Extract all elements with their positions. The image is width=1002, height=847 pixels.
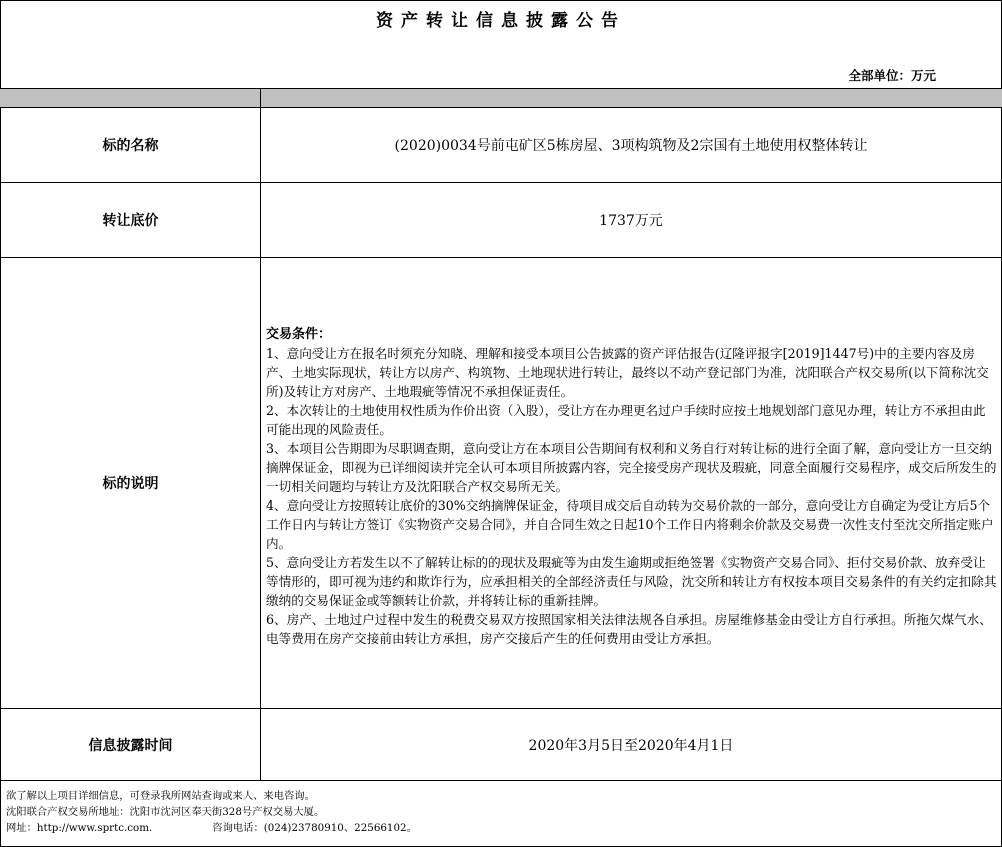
row-label-description: 标的说明 (1, 258, 261, 709)
description-cell (261, 258, 1002, 709)
condition-item: 1、意向受让方在报名时须充分知晓、理解和接受本项目公告披露的资产评估报告(辽隆评报字[2019]1447号)中的主要内容及房产、土地实际现状，转让方以房产、构筑物、土地现状进行转让，最终以不动产登记部门为准，沈阳联合产权交易所(以下简称沈交所)及转让方对房产、土地瑕疵等情况不承担保证责任。 (266, 346, 989, 399)
table-row (1, 108, 1002, 183)
info-table (0, 107, 1002, 781)
row-label-period: 信息披露时间 (1, 709, 261, 781)
footer-contact (6, 820, 417, 836)
condition-item: 3、本项目公告期即为尽职调查期，意向受让方在本项目公告期间有权利和义务自行对转让标的进行全面了解，意向受让方一旦交纳摘牌保证金，即视为已详细阅读并完全认可本项目所披露内容，完全接受房产现状及瑕疵，同意全面履行交易程序，成交后所发生的一切相关问题均与转让方及沈阳联合产权交易所无关。 (266, 441, 997, 494)
base-price: 1737万元 (261, 183, 1002, 258)
footer-address: 沈阳联合产权交易所地址：沈阳市沈河区奉天街328号产权交易大厦。 (6, 806, 325, 818)
condition-item: 2、本次转让的土地使用权性质为作价出资（入股），受让方在办理更名过户手续时应按土地规划部门意见办理，转让方不承担由此可能出现的风险责任。 (266, 403, 986, 437)
condition-item: 6、房产、土地过户过程中发生的税费交易双方按照国家相关法律法规各自承担。房屋维修基金由受让方自行承担。所拖欠煤气水、电等费用在房产交接前由转让方承担，房产交接后产生的任何费用由受让方承担。 (266, 612, 992, 646)
row-label-name: 标的名称 (1, 108, 261, 183)
condition-item: 5、意向受让方若发生以不了解转让标的的现状及瑕疵等为由发生逾期或拒绝签署《实物资产交易合同》、拒付交易价款、放弃受让等情形的，即可视为违约和欺诈行为，应承担相关的全部经济责任与风险，沈交所和转让方有权按本项目交易条件的有关约定扣除其缴纳的交易保证金或等额转让价款，并将转让标的重新挂牌。 (266, 555, 997, 608)
footer-notes (6, 788, 417, 836)
table-row (1, 709, 1002, 781)
table-header-bar (0, 88, 1002, 108)
disclosure-period: 2020年3月5日至2020年4月1日 (261, 709, 1002, 781)
unit-note: 全部单位：万元 (848, 68, 936, 83)
phone-number: 咨询电话：(024)23780910、22566102。 (212, 822, 417, 834)
website-link[interactable]: 网址：http://www.sprtc.com. (6, 822, 153, 834)
subject-name: (2020)0034号前屯矿区5栋房屋、3项构筑物及2宗国有土地使用权整体转让 (261, 108, 1002, 183)
table-row (1, 258, 1002, 709)
condition-item: 4、意向受让方按照转让底价的30%交纳摘牌保证金，待项目成交后自动转为交易价款的一部分，意向受让方自确定为受让方后5个工作日内与转让方签订《实物资产交易合同》，并自合同生效之日起10个工作日内将剩余价款及交易费一次性支付至沈交所指定账户内。 (266, 498, 994, 551)
conditions-heading: 交易条件： (266, 327, 332, 342)
footer-line: 欲了解以上项目详细信息，可登录我所网站查询或来人、来电咨询。 (6, 790, 315, 802)
row-label-price: 转让底价 (1, 183, 261, 258)
table-row (1, 183, 1002, 258)
page-title: 资产转让信息披露公告 (376, 11, 626, 31)
